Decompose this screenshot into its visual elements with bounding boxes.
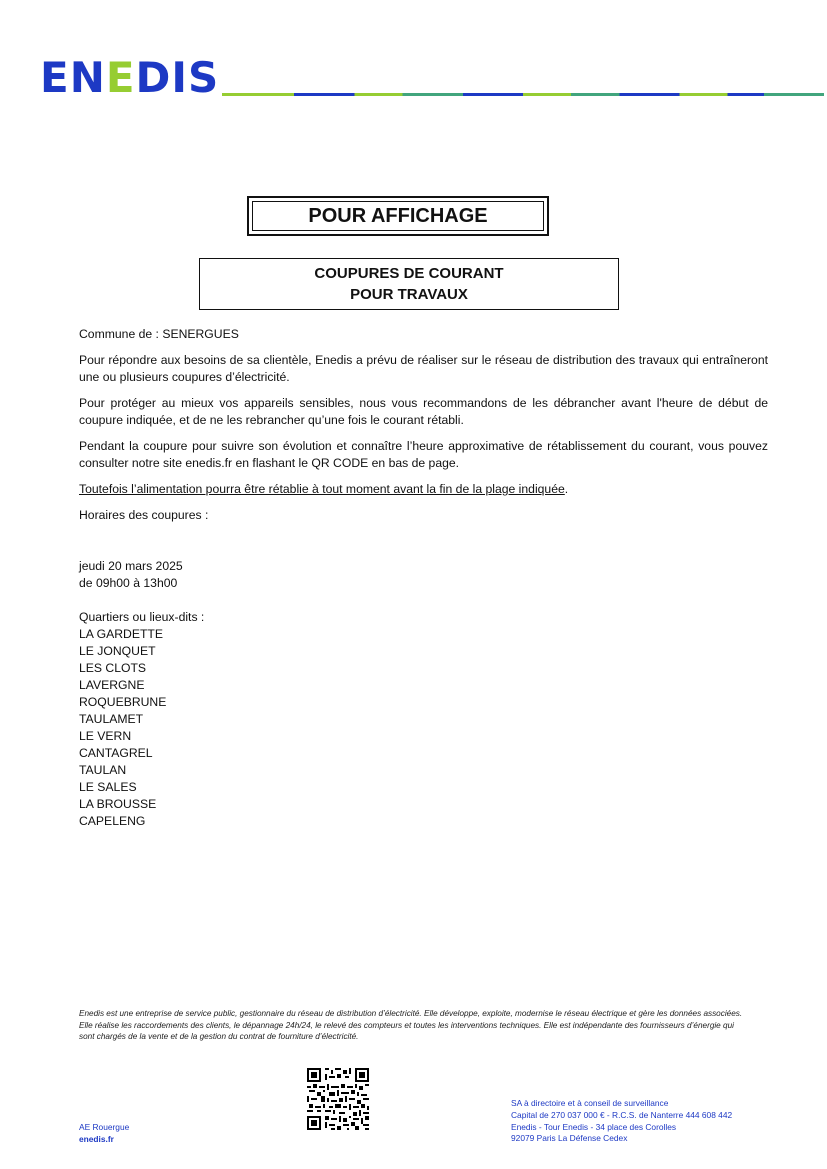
coupures-title-line2: POUR TRAVAUX [350, 286, 468, 303]
list-item: TAULAMET [79, 712, 144, 726]
qr-code-icon[interactable] [305, 1066, 371, 1132]
notice-body [79, 326, 768, 830]
paragraph-intro: Pour répondre aux besoins de sa clientèle, Enedis a prévu de réaliser sur le réseau de distribution des travaux qui entraîneront une ou plusieurs coupures d’électricité. [79, 353, 768, 384]
logo-divider-line [222, 93, 824, 96]
list-item: TAULAN [79, 763, 127, 777]
schedule [79, 558, 768, 592]
list-item: LES CLOTS [79, 661, 147, 675]
list-item: LE SALES [79, 780, 137, 794]
paragraph-suivi: Pendant la coupure pour suivre son évolution et connaître l’heure approximative de rétablissement du courant, vous pouvez consulter notre site enedis.fr en flashant le QR CODE en bas de page. [79, 439, 768, 470]
coupures-title-box [199, 258, 619, 310]
list-item: LAVERGNE [79, 678, 145, 692]
footer-legal [511, 1098, 732, 1145]
list-item: LA BROUSSE [79, 797, 157, 811]
list-item: LE JONQUET [79, 644, 156, 658]
footer-legal-line: SA à directoire et à conseil de surveillance [511, 1098, 669, 1108]
warning-text: Toutefois l’alimentation pourra être rétablie à tout moment avant la fin de la plage indiquée [79, 482, 565, 496]
affichage-box [247, 196, 549, 236]
footer-site-link[interactable]: enedis.fr [79, 1133, 114, 1144]
footer-left [79, 1122, 129, 1145]
list-item: ROQUEBRUNE [79, 695, 167, 709]
warning-line: Toutefois l’alimentation pourra être rétablie à tout moment avant la fin de la plage indiquée. [79, 482, 569, 496]
enedis-logo: ENEDIS [40, 53, 220, 102]
lieux-list [79, 609, 768, 830]
paragraph-protection: Pour protéger au mieux vos appareils sensibles, nous vous recommandons de les débrancher avant l'heure de début de coupure indiquée, et de ne les rebrancher qu’une fois le courant rétabli. [79, 396, 768, 427]
affichage-title: POUR AFFICHAGE [252, 201, 544, 231]
footer-unit: AE Rouergue [79, 1122, 130, 1132]
list-item: LE VERN [79, 729, 132, 743]
schedule-date: jeudi 20 mars 2025 [79, 559, 183, 573]
schedule-time: de 09h00 à 13h00 [79, 576, 178, 590]
footer-legal-line: Enedis - Tour Enedis - 34 place des Corolles [511, 1121, 677, 1132]
coupures-title-line1: COUPURES DE COURANT [314, 265, 504, 282]
lieux-label: Quartiers ou lieux-dits : [79, 610, 205, 624]
commune-line: Commune de : SENERGUES [79, 327, 239, 341]
footer-legal-line: Capital de 270 037 000 € - R.C.S. de Nanterre 444 608 442 [511, 1109, 733, 1120]
list-item: CAPELENG [79, 814, 146, 828]
list-item: LA GARDETTE [79, 627, 163, 641]
legal-disclaimer: Enedis est une entreprise de service public, gestionnaire du réseau de distribution d’électricité. Elle développe, exploite, modernise le réseau électrique et gère les données associées. Elle réalise les raccordements des clients, le dépannage 24h/24, le relevé des compteurs et toutes les interventions techniques. Elle est indépendante des fournisseurs d’énergie qui sont chargés de la vente et de la gestion du contrat de fourniture d’électricité. [79, 1009, 743, 1041]
list-item: CANTAGREL [79, 746, 153, 760]
horaires-label: Horaires des coupures : [79, 508, 209, 522]
footer-legal-line: 92079 Paris La Défense Cedex [511, 1133, 628, 1144]
